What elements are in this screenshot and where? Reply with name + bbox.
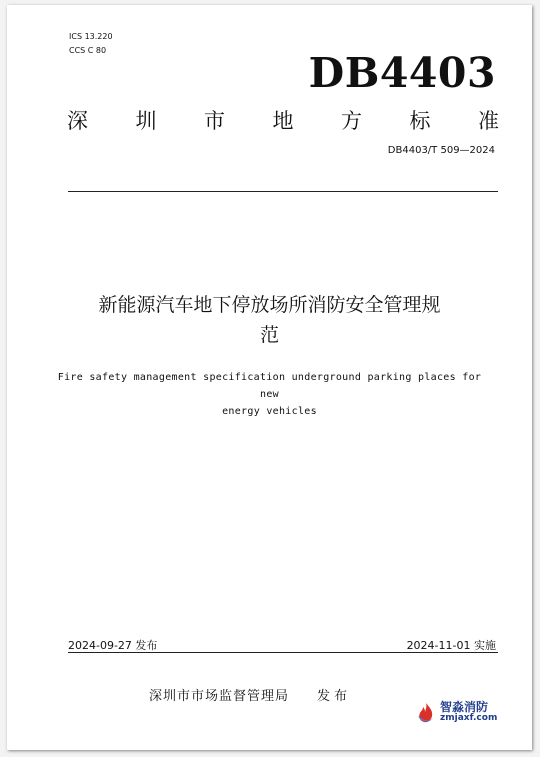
- watermark: [415, 702, 497, 724]
- issue-date: 2024-09-27 发布: [68, 639, 158, 652]
- chinese-title: [47, 290, 492, 350]
- publisher: [149, 685, 351, 704]
- standard-code: DB4403: [308, 49, 496, 97]
- publisher-name: 深圳市市场监督管理局: [149, 689, 290, 704]
- standard-type-char: 准: [478, 109, 499, 133]
- issue-word: 发布: [317, 689, 352, 704]
- ccs-code: CCS C 80: [69, 46, 107, 55]
- ics-code: ICS 13.220: [69, 32, 113, 41]
- top-divider: [68, 191, 498, 192]
- bottom-divider: [68, 652, 498, 653]
- standard-type-char: 市: [204, 109, 225, 133]
- standard-type-char: 标: [409, 109, 431, 133]
- english-title: [47, 369, 492, 420]
- implementation-date: 2024-11-01 实施: [406, 639, 496, 652]
- standard-type-char: 地: [272, 109, 294, 133]
- chinese-title-line: 范: [259, 324, 279, 346]
- document-page: [7, 5, 532, 750]
- watermark-name: 智淼消防: [440, 700, 489, 714]
- english-title-line: Fire safety management specification underground parking places for new: [57, 372, 482, 400]
- standard-number: DB4403/T 509—2024: [387, 145, 495, 156]
- flame-logo-icon: [415, 702, 437, 724]
- standard-type-title: [67, 105, 499, 135]
- chinese-title-line: 新能源汽车地下停放场所消防安全管理规: [98, 294, 441, 316]
- standard-type-char: 深: [67, 109, 88, 133]
- standard-type-char: 方: [341, 109, 362, 133]
- english-title-line: energy vehicles: [222, 406, 317, 417]
- watermark-url: zmjaxf.com: [440, 713, 498, 723]
- standard-type-char: 圳: [135, 109, 157, 133]
